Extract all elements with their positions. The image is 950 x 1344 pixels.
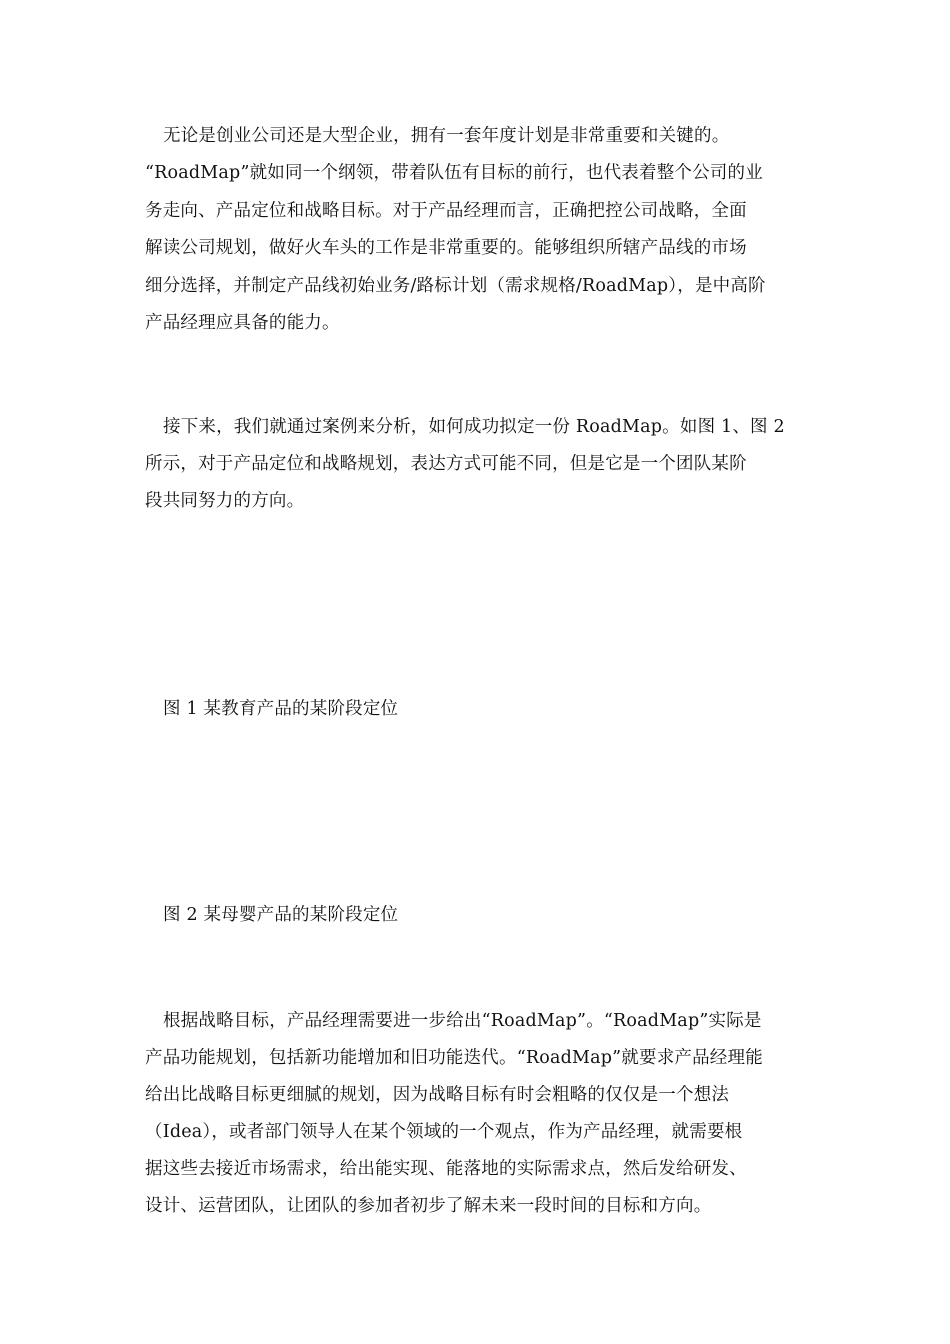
paragraph-2-line: 接下来，我们就通过案例来分析，如何成功拟定一份 RoadMap。如图 1、图 2 <box>163 417 785 437</box>
paragraph-1-line: 细分选择，并制定产品线初始业务/路标计划（需求规格/RoadMap），是中高阶 <box>145 276 766 296</box>
paragraph-3-line: 产品功能规划，包括新功能增加和旧功能迭代。“RoadMap”就要求产品经理能 <box>145 1048 763 1068</box>
paragraph-1-line: 产品经理应具备的能力。 <box>145 313 340 333</box>
paragraph-1-line: 务走向、产品定位和战略目标。对于产品经理而言，正确把控公司战略，全面 <box>145 201 747 221</box>
paragraph-2-line: 所示，对于产品定位和战略规划，表达方式可能不同，但是它是一个团队某阶 <box>145 454 747 474</box>
paragraph-2-line: 段共同努力的方向。 <box>145 491 305 511</box>
figure-2-caption: 图 2 某母婴产品的某阶段定位 <box>163 905 399 925</box>
paragraph-1-line: “RoadMap”就如同一个纲领，带着队伍有目标的前行，也代表着整个公司的业 <box>145 163 763 183</box>
paragraph-3-line: 给出比战略目标更细腻的规划，因为战略目标有时会粗略的仅仅是一个想法 <box>145 1085 730 1105</box>
figure-1-caption: 图 1 某教育产品的某阶段定位 <box>163 699 399 719</box>
paragraph-1-line: 无论是创业公司还是大型企业，拥有一套年度计划是非常重要和关键的。 <box>163 126 730 146</box>
paragraph-3-line: 根据战略目标，产品经理需要进一步给出“RoadMap”。“RoadMap”实际是 <box>163 1011 762 1031</box>
paragraph-1-line: 解读公司规划，做好火车头的工作是非常重要的。能够组织所辖产品线的市场 <box>145 238 747 258</box>
paragraph-3-line: （Idea），或者部门领导人在某个领域的一个观点，作为产品经理，就需要根 <box>145 1122 743 1142</box>
paragraph-3-line: 据这些去接近市场需求，给出能实现、能落地的实际需求点，然后发给研发、 <box>145 1159 747 1179</box>
paragraph-3-line: 设计、运营团队，让团队的参加者初步了解未来一段时间的目标和方向。 <box>145 1196 712 1216</box>
